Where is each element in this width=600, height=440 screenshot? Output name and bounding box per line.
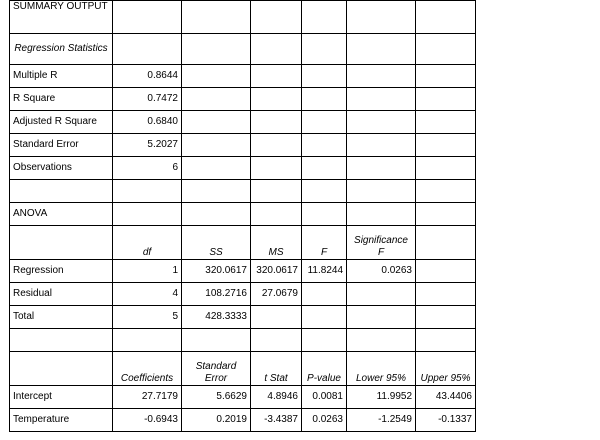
empty-cell <box>347 65 416 88</box>
anova-row <box>10 260 476 283</box>
coefficient-value: 27.7179 <box>113 386 182 409</box>
empty-cell <box>251 65 302 88</box>
empty-cell <box>302 88 347 111</box>
coefficient-row <box>10 409 476 432</box>
anova-row-label: Regression <box>10 260 113 283</box>
anova-row-label: Total <box>10 306 113 329</box>
empty-cell <box>416 283 476 306</box>
anova-title: ANOVA <box>10 203 113 226</box>
empty-cell <box>416 65 476 88</box>
regression-output-table <box>9 0 476 432</box>
empty-cell <box>347 306 416 329</box>
empty-cell <box>251 329 302 352</box>
anova-ss: 320.0617 <box>182 260 251 283</box>
stat-row <box>10 134 476 157</box>
coefficients-header-row <box>10 352 476 386</box>
blank-row <box>10 180 476 203</box>
header-coefficients: Coefficients <box>113 352 182 386</box>
empty-cell <box>302 111 347 134</box>
stat-value: 0.7472 <box>113 88 182 111</box>
empty-cell <box>182 180 251 203</box>
header-p-value: P-value <box>302 352 347 386</box>
empty-cell <box>251 111 302 134</box>
header-standard-error: Standard Error <box>182 352 251 386</box>
regression-statistics-heading-row <box>10 34 476 65</box>
empty-cell <box>416 329 476 352</box>
upper-95-value: -0.1337 <box>416 409 476 432</box>
empty-cell <box>302 34 347 65</box>
empty-cell <box>302 203 347 226</box>
empty-cell <box>113 34 182 65</box>
empty-cell <box>347 134 416 157</box>
empty-cell <box>416 157 476 180</box>
p-value: 0.0081 <box>302 386 347 409</box>
anova-df: 4 <box>113 283 182 306</box>
header-t-stat: t Stat <box>251 352 302 386</box>
empty-cell <box>416 306 476 329</box>
stat-label: Standard Error <box>10 134 113 157</box>
anova-row <box>10 306 476 329</box>
empty-cell <box>416 88 476 111</box>
anova-row-label: Residual <box>10 283 113 306</box>
anova-f: 11.8244 <box>302 260 347 283</box>
anova-header-df: df <box>113 226 182 260</box>
empty-cell <box>416 34 476 65</box>
empty-cell <box>416 260 476 283</box>
header-upper-95: Upper 95% <box>416 352 476 386</box>
empty-cell <box>113 1 182 34</box>
empty-cell <box>182 34 251 65</box>
empty-cell <box>113 203 182 226</box>
empty-cell <box>302 329 347 352</box>
empty-cell <box>10 329 113 352</box>
empty-cell <box>182 111 251 134</box>
empty-cell <box>347 203 416 226</box>
empty-cell <box>347 329 416 352</box>
header-lower-95: Lower 95% <box>347 352 416 386</box>
empty-cell <box>302 1 347 34</box>
empty-cell <box>416 111 476 134</box>
empty-cell <box>302 283 347 306</box>
stat-label: R Square <box>10 88 113 111</box>
empty-cell <box>416 1 476 34</box>
stat-value: 0.6840 <box>113 111 182 134</box>
anova-header-row <box>10 226 476 260</box>
coefficient-row-label: Temperature <box>10 409 113 432</box>
empty-cell <box>416 134 476 157</box>
anova-title-row <box>10 203 476 226</box>
empty-cell <box>347 88 416 111</box>
stat-row <box>10 111 476 134</box>
anova-ms: 27.0679 <box>251 283 302 306</box>
anova-df: 5 <box>113 306 182 329</box>
empty-cell <box>251 180 302 203</box>
empty-cell <box>251 306 302 329</box>
p-value: 0.0263 <box>302 409 347 432</box>
standard-error-value: 0.2019 <box>182 409 251 432</box>
stat-row <box>10 65 476 88</box>
lower-95-value: 11.9952 <box>347 386 416 409</box>
empty-cell <box>347 157 416 180</box>
empty-cell <box>182 1 251 34</box>
stat-label: Adjusted R Square <box>10 111 113 134</box>
empty-cell <box>302 306 347 329</box>
stat-value: 5.2027 <box>113 134 182 157</box>
empty-cell <box>302 180 347 203</box>
empty-cell <box>251 134 302 157</box>
empty-cell <box>347 111 416 134</box>
empty-cell <box>10 352 113 386</box>
anova-ms: 320.0617 <box>251 260 302 283</box>
empty-cell <box>251 203 302 226</box>
coefficient-value: -0.6943 <box>113 409 182 432</box>
empty-cell <box>302 157 347 180</box>
upper-95-value: 43.4406 <box>416 386 476 409</box>
empty-cell <box>347 34 416 65</box>
anova-header-significance-f: Significance F <box>347 226 416 260</box>
empty-cell <box>113 180 182 203</box>
stat-value: 6 <box>113 157 182 180</box>
stat-label: Multiple R <box>10 65 113 88</box>
empty-cell <box>251 34 302 65</box>
stat-label: Observations <box>10 157 113 180</box>
empty-cell <box>302 65 347 88</box>
empty-cell <box>182 134 251 157</box>
empty-cell <box>416 226 476 260</box>
empty-cell <box>182 157 251 180</box>
empty-cell <box>416 180 476 203</box>
empty-cell <box>347 180 416 203</box>
anova-header-ss: SS <box>182 226 251 260</box>
empty-cell <box>416 203 476 226</box>
summary-title: SUMMARY OUTPUT <box>10 1 113 34</box>
stat-row <box>10 157 476 180</box>
blank-row <box>10 329 476 352</box>
empty-cell <box>347 1 416 34</box>
empty-cell <box>182 203 251 226</box>
t-stat-value: 4.8946 <box>251 386 302 409</box>
empty-cell <box>10 226 113 260</box>
summary-title-row <box>10 1 476 34</box>
anova-ss: 428.3333 <box>182 306 251 329</box>
anova-significance-f: 0.0263 <box>347 260 416 283</box>
empty-cell <box>113 329 182 352</box>
empty-cell <box>302 134 347 157</box>
regression-statistics-heading: Regression Statistics <box>10 34 113 65</box>
empty-cell <box>10 180 113 203</box>
anova-df: 1 <box>113 260 182 283</box>
anova-ss: 108.2716 <box>182 283 251 306</box>
stat-row <box>10 88 476 111</box>
empty-cell <box>182 65 251 88</box>
coefficient-row <box>10 386 476 409</box>
empty-cell <box>182 88 251 111</box>
coefficient-row-label: Intercept <box>10 386 113 409</box>
lower-95-value: -1.2549 <box>347 409 416 432</box>
stat-value: 0.8644 <box>113 65 182 88</box>
empty-cell <box>347 283 416 306</box>
empty-cell <box>182 329 251 352</box>
t-stat-value: -3.4387 <box>251 409 302 432</box>
standard-error-value: 5.6629 <box>182 386 251 409</box>
anova-row <box>10 283 476 306</box>
anova-header-ms: MS <box>251 226 302 260</box>
empty-cell <box>251 157 302 180</box>
empty-cell <box>251 88 302 111</box>
anova-header-f: F <box>302 226 347 260</box>
empty-cell <box>251 1 302 34</box>
